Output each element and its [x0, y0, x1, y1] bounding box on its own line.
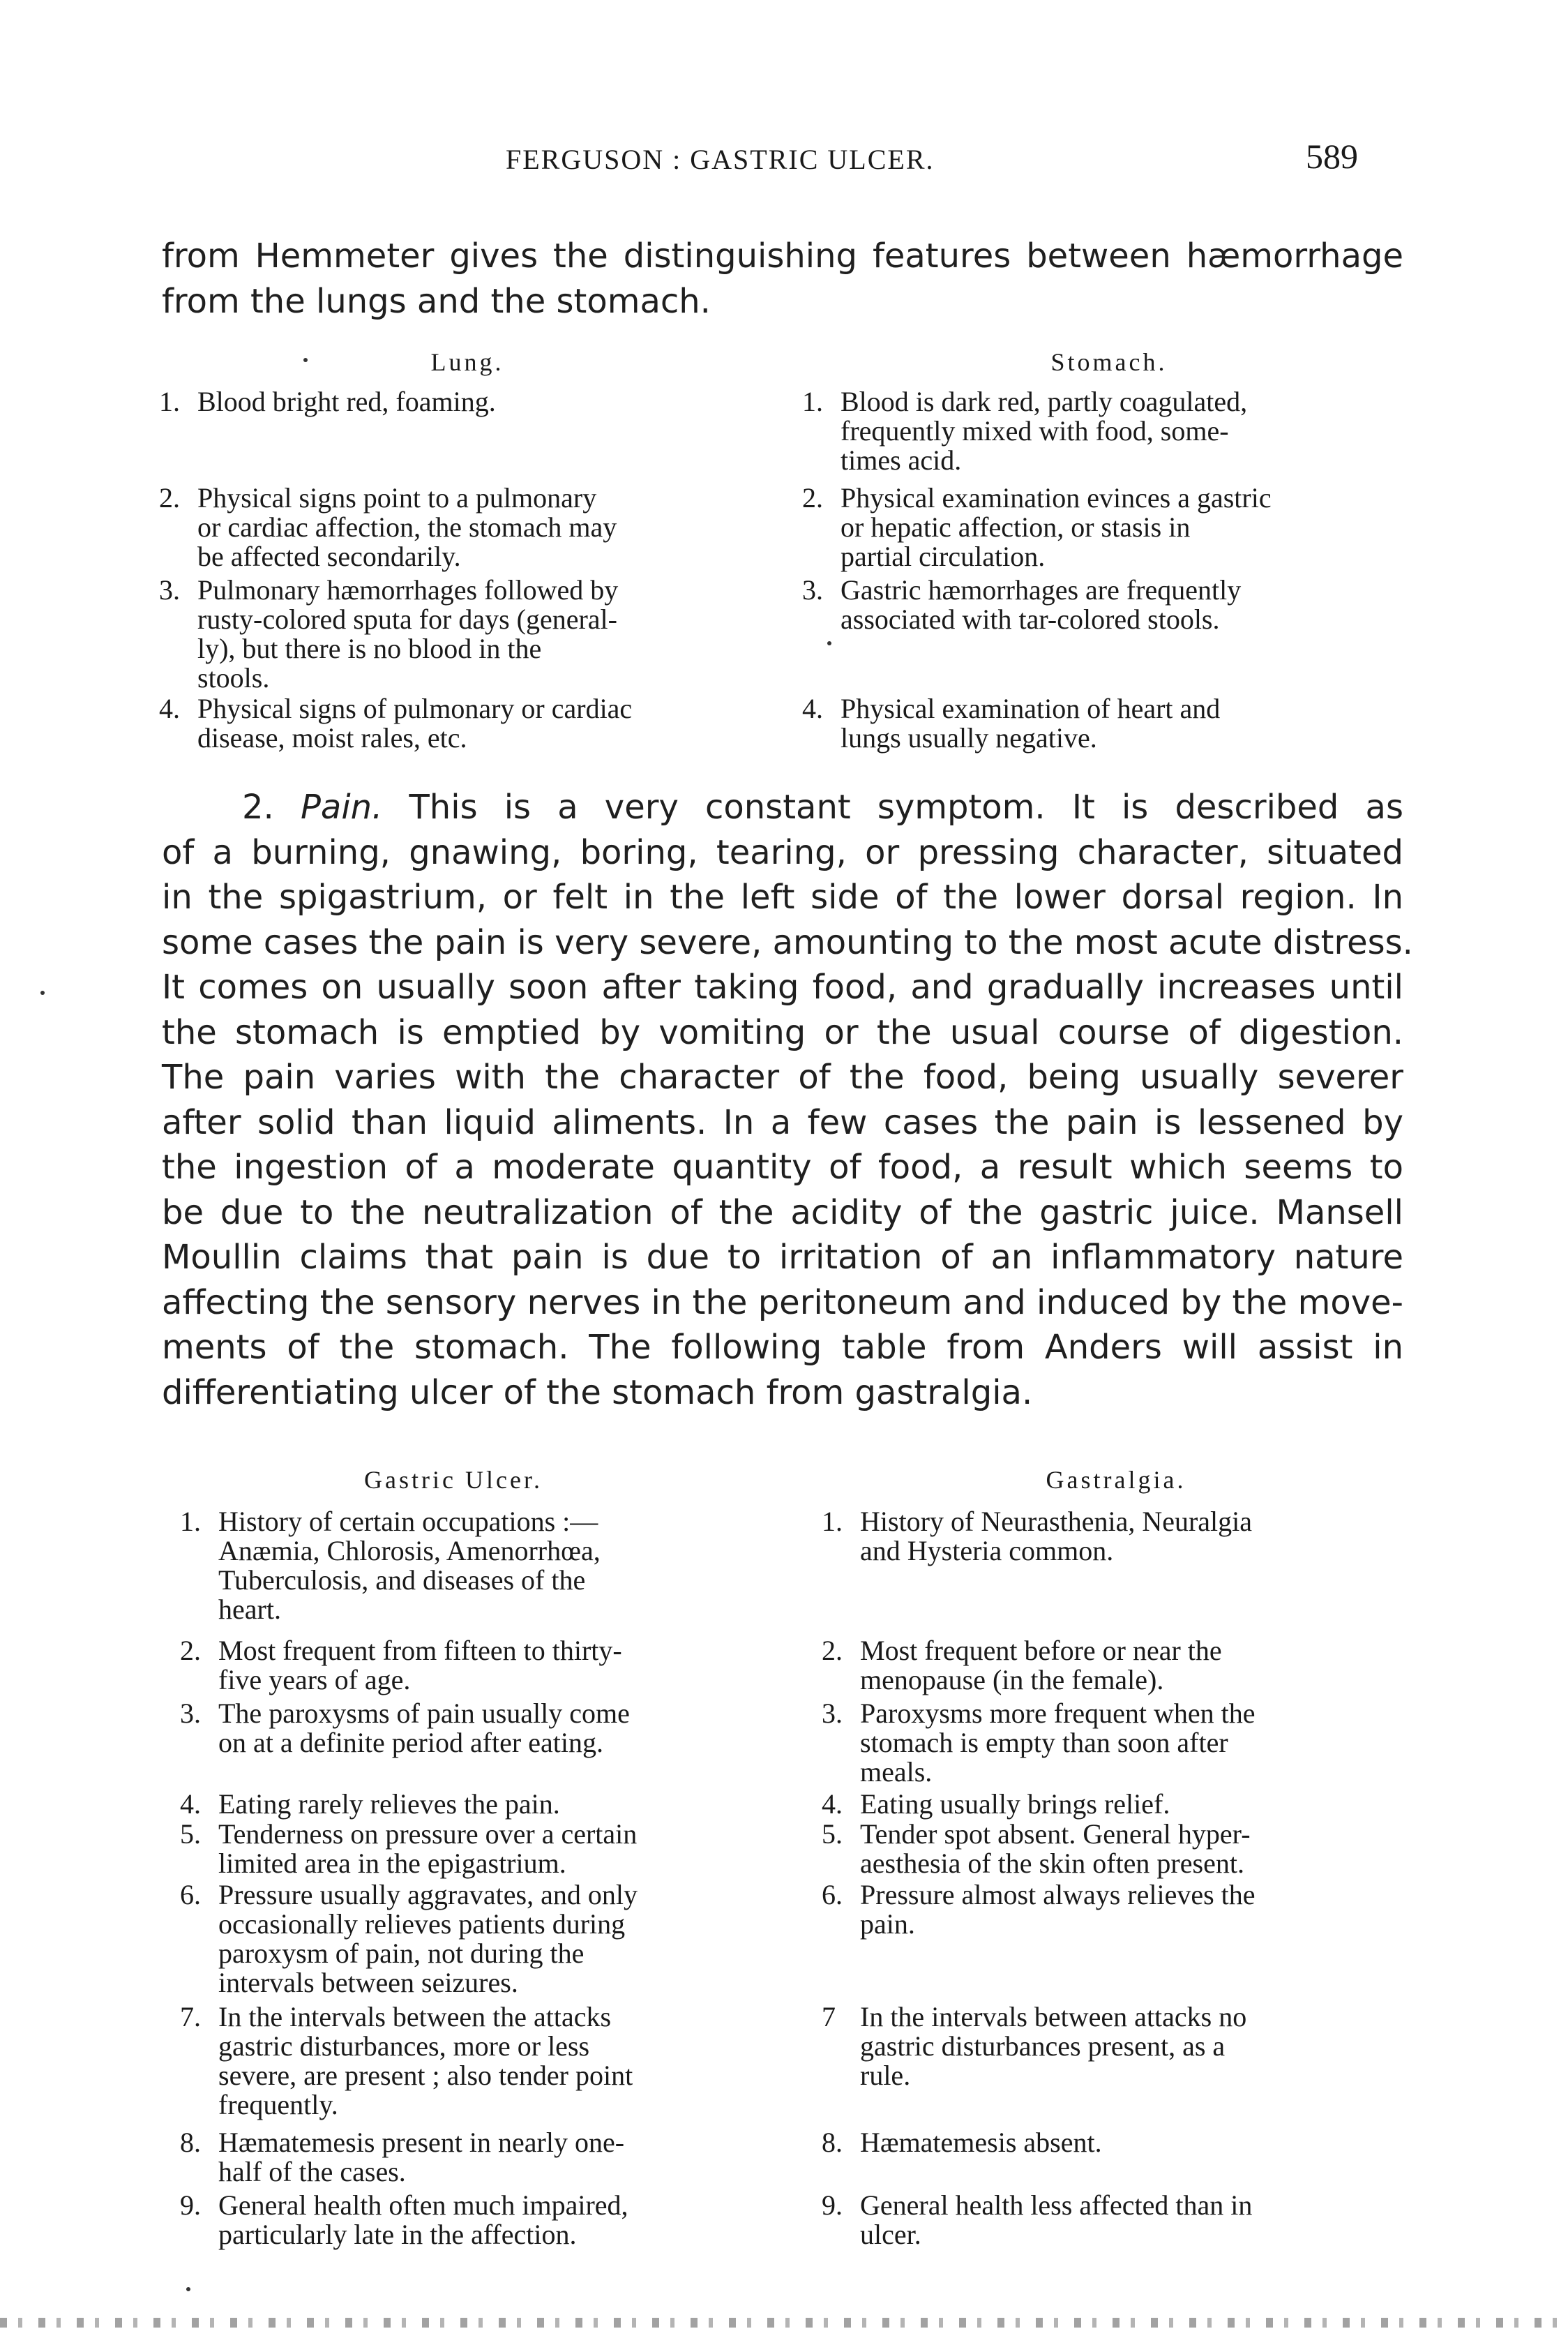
gastric-ulcer-column-heading: Gastric Ulcer.	[364, 1466, 543, 1494]
item-text: Pressure usually aggravates, and only occasionally relieves patients during paroxysm of pain, not during the intervals between seizures.	[218, 1879, 638, 1998]
paragraph-line: differentiating ulcer of the stomach from gastralgia.	[162, 1372, 1033, 1412]
intro-line: from Hemmeter gives the distinguishing features between hæmorrhage	[162, 237, 1403, 276]
item-text: Blood bright red, foaming.	[197, 386, 496, 417]
paragraph-line: be due to the neutralization of the acidity of the gastric juice. Mansell	[162, 1192, 1403, 1232]
item-number: 1.	[802, 386, 823, 417]
item-text: History of certain occupations :— Anæmia, Chlorosis, Amenorrhœa, Tuberculosis, and diseases of the heart.	[218, 1506, 601, 1625]
section-number: 2.	[242, 788, 274, 827]
item-number: 5.	[180, 1818, 201, 1850]
item-number: 4.	[802, 693, 823, 724]
paragraph-line: some cases the pain is very severe, amounting to the most acute distress.	[162, 922, 1413, 962]
paragraph-line: It comes on usually soon after taking food, and gradually increases until	[162, 968, 1403, 1007]
item-text: The paroxysms of pain usually come on at a definite period after eating.	[218, 1698, 630, 1758]
item-number: 2.	[822, 1635, 843, 1666]
scan-edge-marks	[0, 2318, 1568, 2328]
item-text: Eating rarely relieves the pain.	[218, 1788, 560, 1820]
item-number: 4.	[180, 1788, 201, 1820]
item-text: Most frequent from fifteen to thirty- five years of age.	[218, 1635, 622, 1695]
paragraph-line: affecting the sensory nerves in the peritoneum and induced by the move-	[162, 1282, 1403, 1322]
paragraph-line: The pain varies with the character of the food, being usually severer	[162, 1058, 1403, 1097]
item-number: 4.	[159, 693, 180, 724]
scan-speck	[186, 2287, 190, 2291]
item-text: Hæmatemesis absent.	[860, 2127, 1102, 2158]
gastralgia-column	[822, 1507, 1415, 2261]
item-text: Tender spot absent. General hyper- aesthesia of the skin often present.	[860, 1818, 1251, 1879]
item-text: Pressure almost always relieves the pain.	[860, 1879, 1256, 1940]
scan-speck	[827, 641, 831, 645]
item-number: 3.	[802, 574, 823, 606]
stomach-column-heading: Stomach.	[1050, 348, 1168, 376]
stomach-column	[802, 387, 1409, 764]
gastralgia-column-heading: Gastralgia.	[1046, 1466, 1186, 1494]
item-text: Most frequent before or near the menopause (in the female).	[860, 1635, 1222, 1695]
page-number: 589	[1306, 137, 1358, 176]
lung-column	[159, 387, 766, 764]
item-number: 3.	[159, 574, 180, 606]
item-number: 4.	[822, 1788, 843, 1820]
running-header: FERGUSON : GASTRIC ULCER.	[506, 144, 935, 175]
item-number: 1.	[180, 1506, 201, 1537]
item-number: 2.	[159, 482, 180, 514]
item-number: 2.	[802, 482, 823, 514]
item-number: 3.	[180, 1698, 201, 1729]
intro-line: from the lungs and the stomach.	[162, 281, 711, 321]
item-number: 3.	[822, 1698, 843, 1729]
item-text: History of Neurasthenia, Neuralgia and Hysteria common.	[860, 1506, 1253, 1566]
item-number: 6.	[180, 1879, 201, 1910]
pain-paragraph	[162, 785, 1413, 1415]
item-number: 9.	[822, 2189, 843, 2221]
item-text: Pulmonary hæmorrhages followed by rusty-colored sputa for days (general- ly), but there is no blood in the stools.	[197, 574, 619, 694]
item-number: 8.	[822, 2127, 843, 2158]
item-number: 6.	[822, 1879, 843, 1910]
item-text: In the intervals between the attacks gastric disturbances, more or less severe, are present ; also tender point frequently.	[218, 2001, 633, 2120]
item-text: Tenderness on pressure over a certain limited area in the epigastrium.	[218, 1818, 638, 1879]
item-number: 8.	[180, 2127, 201, 2158]
paragraph-line: Moullin claims that pain is due to irritation of an inflammatory nature	[162, 1238, 1403, 1277]
item-number: 9.	[180, 2189, 201, 2221]
item-text: General health often much impaired, particularly late in the affection.	[218, 2189, 628, 2250]
paragraph-line: the stomach is emptied by vomiting or the usual course of digestion.	[162, 1012, 1403, 1052]
item-number: 5.	[822, 1818, 843, 1850]
paragraph-line: This is a very constant symptom. It is described as	[409, 788, 1403, 827]
item-text: Physical examination of heart and lungs usually negative.	[840, 693, 1221, 754]
paragraph-line: the ingestion of a moderate quantity of food, a result which seems to	[162, 1148, 1403, 1187]
item-text: Blood is dark red, partly coagulated, frequently mixed with food, some- times acid.	[840, 386, 1248, 476]
item-text: Paroxysms more frequent when the stomach is empty than soon after meals.	[860, 1698, 1256, 1788]
item-text: Physical signs point to a pulmonary or cardiac affection, the stomach may be affected secondarily.	[197, 482, 617, 572]
item-text: Physical examination evinces a gastric or hepatic affection, or stasis in partial circulation.	[840, 482, 1272, 572]
item-number: 7	[822, 2001, 836, 2032]
item-number: 7.	[180, 2001, 201, 2032]
scan-speck	[303, 358, 308, 362]
item-text: In the intervals between attacks no gastric disturbances present, as a rule.	[860, 2001, 1247, 2091]
item-number: 2.	[180, 1635, 201, 1666]
item-number: 1.	[159, 386, 180, 417]
pain-first-line	[162, 785, 1403, 830]
item-text: Hæmatemesis present in nearly one- half of the cases.	[218, 2127, 625, 2187]
intro-paragraph	[162, 234, 1403, 324]
paragraph-line: ments of the stomach. The following table from Anders will assist in	[162, 1328, 1403, 1367]
lung-column-heading: Lung.	[430, 348, 504, 376]
item-text: Physical signs of pulmonary or cardiac disease, moist rales, etc.	[197, 693, 633, 754]
gastric-ulcer-column	[180, 1507, 787, 2261]
item-number: 1.	[822, 1506, 843, 1537]
paragraph-line: after solid than liquid aliments. In a few cases the pain is lessened by	[162, 1102, 1403, 1142]
section-label: Pain.	[300, 788, 383, 827]
paragraph-line: of a burning, gnawing, boring, tearing, or pressing character, situated	[162, 832, 1403, 872]
scan-speck	[40, 991, 45, 995]
item-text: General health less affected than in ulcer.	[860, 2189, 1253, 2250]
item-text: Gastric hæmorrhages are frequently associated with tar-colored stools.	[840, 574, 1242, 635]
paragraph-line: in the spigastrium, or felt in the left side of the lower dorsal region. In	[162, 878, 1403, 917]
item-text: Eating usually brings relief.	[860, 1788, 1170, 1820]
